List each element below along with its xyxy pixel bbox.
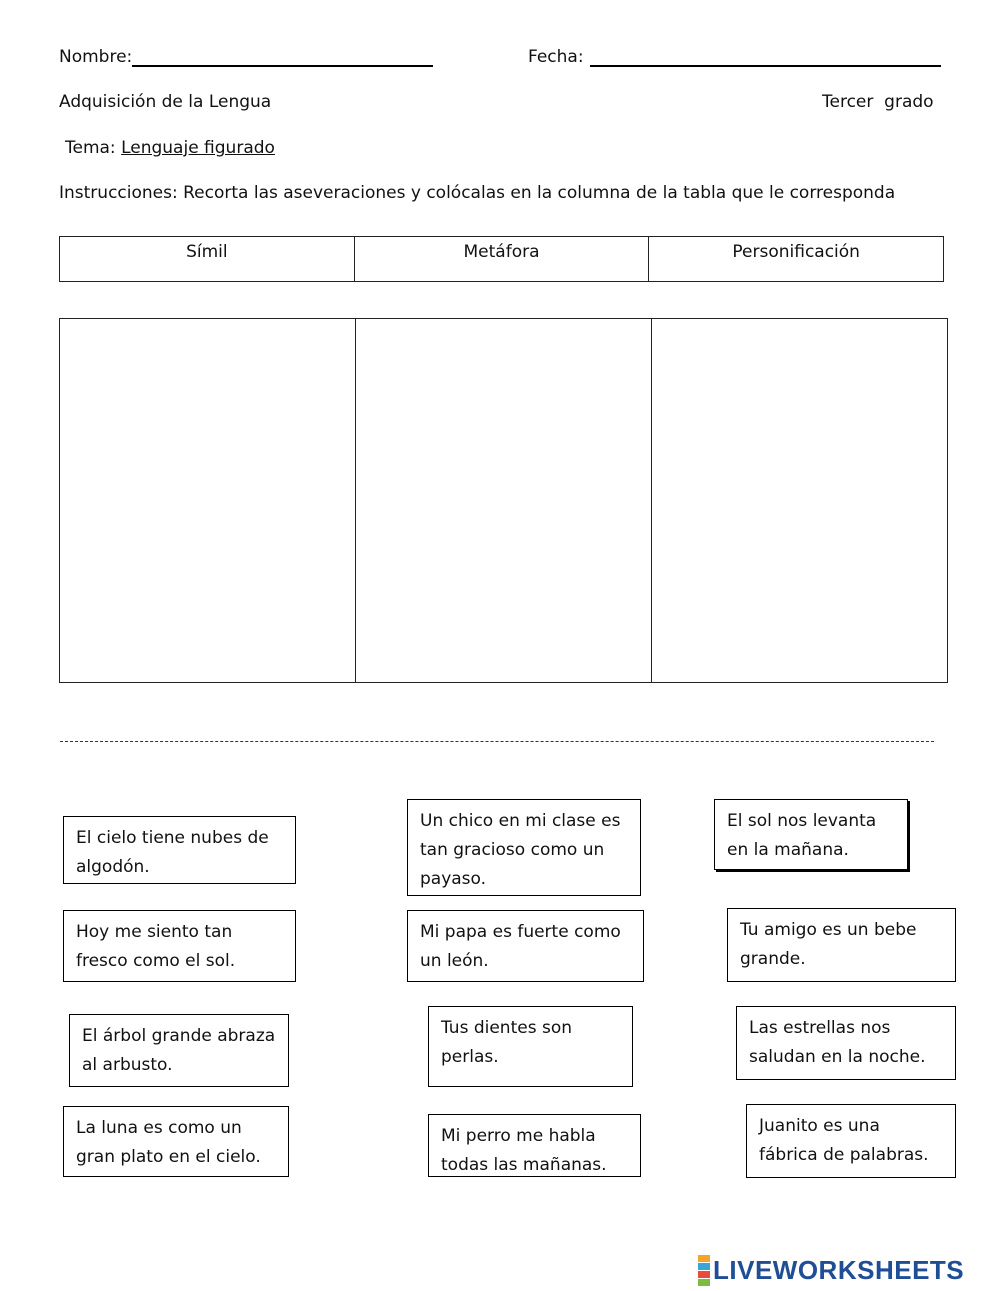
drop-zone-metafora[interactable] [355,319,651,682]
draggable-card[interactable]: El cielo tiene nubes de algodón. [63,816,296,884]
draggable-card[interactable]: Mi papa es fuerte como un león. [407,910,644,982]
topic-value: Lenguaje figurado [121,138,275,158]
drop-zone-simil[interactable] [60,319,355,682]
grade-text: Tercer grado [822,92,934,112]
draggable-card[interactable]: Tu amigo es un bebe grande. [727,908,956,982]
date-label: Fecha: [528,47,584,67]
draggable-card[interactable]: Las estrellas nos saludan en la noche. [736,1006,956,1080]
drop-zone-personificacion[interactable] [651,319,947,682]
logo-block [698,1255,710,1262]
instructions-text: Instrucciones: Recorta las aseveraciones y colócalas en la columna de la tabla que le corresponda [59,183,896,203]
topic-line [65,138,275,158]
draggable-card[interactable]: La luna es como un gran plato en el cielo. [63,1106,289,1177]
draggable-card[interactable]: Un chico en mi clase es tan gracioso como un payaso. [407,799,641,896]
logo-blocks-icon [698,1255,710,1286]
draggable-card[interactable]: El árbol grande abraza al arbusto. [69,1014,289,1087]
logo-text: LIVEWORKSHEETS [713,1255,965,1285]
name-label: Nombre: [59,47,133,67]
draggable-card[interactable]: Mi perro me habla todas las mañanas. [428,1114,641,1177]
liveworksheets-logo [698,1255,964,1286]
column-header-simil: Símil [186,242,228,262]
draggable-card[interactable]: El sol nos levanta en la mañana. [714,799,908,870]
topic-label: Tema: [65,138,116,158]
column-header-metafora: Metáfora [354,237,649,281]
date-input-line[interactable] [590,65,941,67]
logo-block [698,1271,710,1278]
draggable-card[interactable]: Juanito es una fábrica de palabras. [746,1104,956,1178]
category-header-table [59,236,944,282]
drop-zone-table [59,318,948,683]
draggable-card[interactable]: Hoy me siento tan fresco como el sol. [63,910,296,982]
subject-text: Adquisición de la Lengua [59,92,272,112]
column-header-personificacion: Personificación [648,237,943,281]
logo-block [698,1279,710,1286]
logo-block [698,1263,710,1270]
name-input-line[interactable] [132,65,433,67]
cut-line [60,741,934,742]
draggable-card[interactable]: Tus dientes son perlas. [428,1006,633,1087]
